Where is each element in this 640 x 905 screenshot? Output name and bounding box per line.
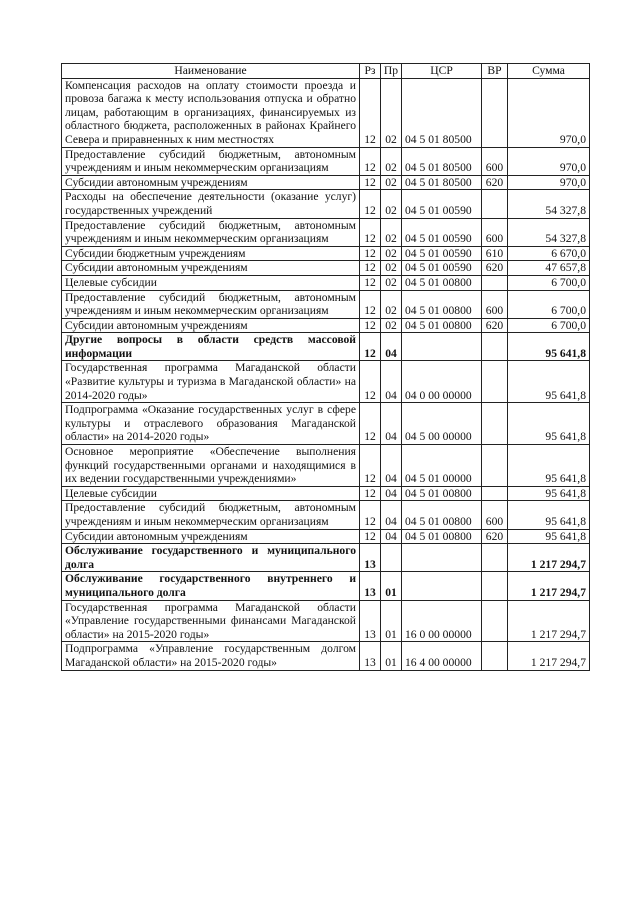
table-header-row [62,64,590,79]
row-vr [482,486,508,501]
header-name: Наименование [62,64,360,79]
table-body [62,78,590,670]
row-csr: 04 5 01 00000 [402,445,482,487]
row-sum: 47 657,8 [508,261,590,276]
row-name: Подпрограмма «Оказание государственных услуг в сфере культуры и отраслевого образования Магаданской области» на 2014-2020 годы» [62,403,360,445]
row-rz: 13 [360,572,381,600]
row-rz: 13 [360,642,381,670]
row-sum: 95 641,8 [508,445,590,487]
row-sum: 95 641,8 [508,361,590,403]
row-rz: 12 [360,290,381,318]
row-pr: 04 [381,486,402,501]
row-sum: 1 217 294,7 [508,572,590,600]
row-csr: 16 0 00 00000 [402,600,482,642]
row-pr: 02 [381,246,402,261]
table-row [62,445,590,487]
row-rz: 12 [360,529,381,544]
row-sum: 54 327,8 [508,218,590,246]
row-csr: 04 5 01 00800 [402,486,482,501]
table-row [62,501,590,529]
row-sum: 6 670,0 [508,246,590,261]
row-pr: 04 [381,403,402,445]
row-name: Основное мероприятие «Обеспечение выполнения функций государственными органами и находящимися в их ведении государственными учреждениями» [62,445,360,487]
row-name: Другие вопросы в области средств массовой информации [62,333,360,361]
row-sum: 6 700,0 [508,275,590,290]
row-name: Предоставление субсидий бюджетным, автономным учреждениям и иным некоммерческим организациям [62,290,360,318]
row-name: Субсидии бюджетным учреждениям [62,246,360,261]
row-name: Расходы на обеспечение деятельности (оказание услуг) государственных учреждений [62,190,360,218]
table-row [62,275,590,290]
row-vr: 600 [482,501,508,529]
table-row [62,78,590,147]
row-name: Субсидии автономным учреждениям [62,529,360,544]
row-csr: 04 5 01 00800 [402,318,482,333]
row-sum: 970,0 [508,78,590,147]
row-csr: 04 5 01 00800 [402,501,482,529]
row-csr [402,333,482,361]
row-csr: 04 5 01 00590 [402,190,482,218]
row-csr: 04 5 01 00800 [402,275,482,290]
table-row [62,246,590,261]
table-row [62,529,590,544]
row-sum: 1 217 294,7 [508,600,590,642]
row-csr [402,544,482,572]
table-row [62,642,590,670]
row-vr [482,333,508,361]
row-pr: 02 [381,275,402,290]
row-rz: 12 [360,361,381,403]
table-row [62,486,590,501]
header-vr: ВР [482,64,508,79]
row-vr: 600 [482,218,508,246]
row-name: Субсидии автономным учреждениям [62,261,360,276]
row-sum: 95 641,8 [508,333,590,361]
row-sum: 95 641,8 [508,501,590,529]
row-pr: 02 [381,218,402,246]
row-sum: 970,0 [508,147,590,175]
row-rz: 12 [360,501,381,529]
row-pr: 04 [381,333,402,361]
table-row [62,290,590,318]
row-name: Целевые субсидии [62,275,360,290]
row-name: Обслуживание государственного внутреннего и муниципального долга [62,572,360,600]
row-csr: 04 5 01 80500 [402,78,482,147]
table-row [62,175,590,190]
row-pr: 01 [381,572,402,600]
row-vr: 610 [482,246,508,261]
row-name: Субсидии автономным учреждениям [62,318,360,333]
row-csr: 16 4 00 00000 [402,642,482,670]
row-vr [482,572,508,600]
row-vr: 620 [482,529,508,544]
table-row [62,190,590,218]
row-pr: 04 [381,361,402,403]
row-csr: 04 5 01 00800 [402,290,482,318]
row-pr: 02 [381,261,402,276]
row-rz: 12 [360,445,381,487]
row-sum: 6 700,0 [508,290,590,318]
budget-table [61,63,590,671]
row-rz: 12 [360,190,381,218]
table-row [62,600,590,642]
row-sum: 95 641,8 [508,486,590,501]
table-row [62,361,590,403]
row-csr: 04 5 00 00000 [402,403,482,445]
row-rz: 12 [360,246,381,261]
table-row [62,572,590,600]
row-csr: 04 5 01 00590 [402,246,482,261]
row-name: Субсидии автономным учреждениям [62,175,360,190]
table-row [62,261,590,276]
row-csr: 04 5 01 00800 [402,529,482,544]
row-rz: 13 [360,600,381,642]
row-vr: 620 [482,318,508,333]
row-rz: 12 [360,78,381,147]
row-name: Целевые субсидии [62,486,360,501]
row-name: Государственная программа Магаданской области «Управление государственными финансами Магаданской области» на 2015-2020 годы» [62,600,360,642]
row-vr [482,190,508,218]
row-vr [482,361,508,403]
row-vr [482,78,508,147]
header-rz: Рз [360,64,381,79]
row-name: Компенсация расходов на оплату стоимости проезда и провоза багажа к месту использования отпуска и обратно лицам, работающим в организациях, финансируемых из областного бюджета, расположенных в районах Крайнего Севера и приравненных к ним местностях [62,78,360,147]
row-csr: 04 0 00 00000 [402,361,482,403]
row-vr [482,445,508,487]
table-row [62,403,590,445]
row-name: Государственная программа Магаданской области «Развитие культуры и туризма в Магаданской области» на 2014-2020 годы» [62,361,360,403]
row-vr [482,275,508,290]
table-row [62,318,590,333]
row-sum: 1 217 294,7 [508,642,590,670]
row-pr: 02 [381,290,402,318]
row-csr: 04 5 01 80500 [402,175,482,190]
row-pr: 01 [381,600,402,642]
table-row [62,544,590,572]
document-page [61,63,589,671]
row-pr: 04 [381,529,402,544]
row-pr: 04 [381,501,402,529]
row-sum: 1 217 294,7 [508,544,590,572]
row-vr [482,403,508,445]
row-rz: 13 [360,544,381,572]
row-rz: 12 [360,275,381,290]
row-vr: 600 [482,290,508,318]
row-pr: 02 [381,318,402,333]
row-rz: 12 [360,218,381,246]
row-sum: 970,0 [508,175,590,190]
row-pr: 02 [381,78,402,147]
header-csr: ЦСР [402,64,482,79]
row-vr: 620 [482,261,508,276]
table-row [62,218,590,246]
row-pr: 04 [381,445,402,487]
row-pr: 02 [381,175,402,190]
row-pr: 02 [381,147,402,175]
row-sum: 95 641,8 [508,529,590,544]
row-name: Подпрограмма «Управление государственным долгом Магаданской области» на 2015-2020 годы» [62,642,360,670]
row-name: Предоставление субсидий бюджетным, автономным учреждениям и иным некоммерческим организациям [62,501,360,529]
row-rz: 12 [360,261,381,276]
row-csr: 04 5 01 00590 [402,261,482,276]
row-rz: 12 [360,403,381,445]
row-rz: 12 [360,486,381,501]
row-csr: 04 5 01 00590 [402,218,482,246]
row-csr [402,572,482,600]
row-pr [381,544,402,572]
row-pr: 01 [381,642,402,670]
row-vr: 620 [482,175,508,190]
row-name: Предоставление субсидий бюджетным, автономным учреждениям и иным некоммерческим организациям [62,147,360,175]
table-row [62,147,590,175]
header-sum: Сумма [508,64,590,79]
row-sum: 54 327,8 [508,190,590,218]
row-rz: 12 [360,333,381,361]
row-sum: 95 641,8 [508,403,590,445]
row-vr: 600 [482,147,508,175]
row-name: Обслуживание государственного и муниципального долга [62,544,360,572]
row-csr: 04 5 01 80500 [402,147,482,175]
row-rz: 12 [360,318,381,333]
row-vr [482,544,508,572]
table-row [62,333,590,361]
row-name: Предоставление субсидий бюджетным, автономным учреждениям и иным некоммерческим организациям [62,218,360,246]
row-sum: 6 700,0 [508,318,590,333]
row-rz: 12 [360,147,381,175]
header-pr: Пр [381,64,402,79]
row-vr [482,600,508,642]
row-rz: 12 [360,175,381,190]
row-pr: 02 [381,190,402,218]
row-vr [482,642,508,670]
